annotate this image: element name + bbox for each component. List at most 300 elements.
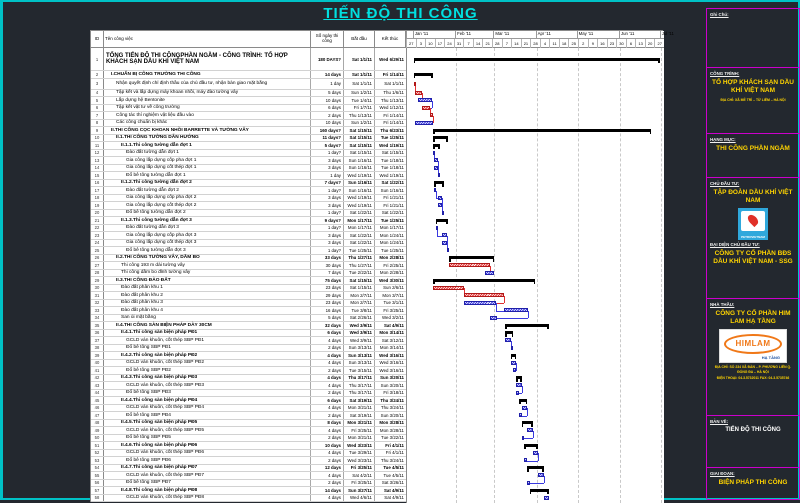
task-finish: Sat 3/26/11 [381, 480, 404, 486]
task-row [91, 202, 406, 210]
task-row [91, 382, 406, 390]
task-start: Mon 1/17/11 [344, 217, 375, 224]
task-row [91, 225, 406, 233]
task-name: Gia công lắp dựng cốt thép đợt 3 [104, 240, 311, 247]
task-duration: 1 day [311, 172, 344, 179]
timeline-week-tick: 6 [626, 39, 636, 48]
task-finish: Sun 2/6/11 [383, 285, 404, 291]
summary-cap [493, 259, 495, 262]
task-duration: 11 days? [311, 135, 344, 142]
gantt-link [538, 453, 539, 461]
task-start: Fri 1/7/11 [344, 105, 375, 112]
sidebar-section-subtext: ĐỊA CHỈ: SỐ 234 XÃ ĐÀN – P. PHƯƠNG LIÊN Q. ĐỐNG ĐA – HÀ NỘI [714, 365, 792, 374]
task-name: Gia công lắp dựng cốp pha đợt 3 [104, 232, 311, 239]
task-row [91, 322, 406, 330]
summary-cap [516, 379, 518, 382]
task-name: GCLD ván khuôn, cốt thép SBP PĐ6 [104, 450, 311, 457]
timeline-week-tick: 21 [482, 39, 492, 48]
task-name: Đổ bê tông tường dẫn đợt 2 [104, 210, 311, 217]
task-name: II.1.THI CÔNG TƯỜNG DẪN HƯỚNG [104, 135, 311, 142]
gantt-bar-task [516, 391, 519, 395]
task-name: Tập kết vật tư về công trường [104, 105, 311, 112]
task-duration: 2 days [311, 435, 344, 442]
task-id: 9 [91, 127, 104, 134]
task-start: Thu 1/13/11 [344, 112, 375, 119]
task-duration: 3 days [311, 202, 344, 209]
timeline-week-tick: 4 [540, 39, 550, 48]
summary-cap [433, 147, 435, 150]
gantt-bar-task [434, 188, 436, 192]
task-name: GCLD ván khuôn, cốt thép SBP PĐ7 [104, 472, 311, 479]
task-start: Tue 1/4/11 [344, 97, 375, 104]
col-header-duration: Số ngày thi công [311, 31, 344, 48]
task-id: 35 [91, 322, 104, 329]
summary-cap [527, 469, 529, 472]
task-start: Wed 3/9/11 [344, 337, 375, 344]
task-duration: 10 days [311, 120, 344, 127]
task-finish: Sun 3/20/11 [380, 412, 404, 418]
task-id: 30 [91, 285, 104, 292]
sidebar-section [707, 9, 799, 68]
task-name: Đổ bê tông SBP PĐ7 [104, 480, 311, 487]
timeline-week-tick: 31 [454, 39, 464, 48]
summary-cap [650, 132, 652, 135]
task-row [91, 240, 406, 248]
task-name: Đào đất phân khu 2 [104, 292, 311, 299]
task-name: Công tác thí nghiệm vật liệu đầu vào [104, 112, 311, 119]
task-row [91, 247, 406, 255]
task-finish: Tue 3/1/11 [383, 300, 404, 306]
gantt-bar-task [433, 151, 435, 155]
task-row [91, 90, 406, 98]
timeline-week-tick: 21 [521, 39, 531, 48]
task-id: 55 [91, 472, 104, 479]
task-row [91, 292, 406, 300]
task-name: Đổ bê tông SBP PĐ2 [104, 367, 311, 374]
task-start: Mon 3/21/11 [344, 405, 375, 412]
task-row [91, 195, 406, 203]
gantt-bar-task [434, 158, 438, 162]
task-start: Sat 1/1/11 [344, 79, 375, 89]
task-start: Thu 3/17/11 [344, 390, 375, 397]
task-table-body [91, 48, 406, 503]
task-start: Thu 1/27/11 [344, 255, 375, 262]
task-finish: Sun 1/16/11 [380, 187, 404, 193]
summary-cap [530, 492, 532, 495]
task-duration: 3 days [311, 195, 344, 202]
task-duration: 29 days [311, 292, 344, 299]
task-id: 25 [91, 247, 104, 254]
timeline-month-label: Jul '11 [660, 31, 664, 39]
col-header-start: Bắt đầu [344, 31, 375, 48]
summary-cap [520, 379, 522, 382]
task-start: Thu 3/17/11 [344, 382, 375, 389]
gantt-bar-task [538, 473, 543, 477]
task-finish: Wed 1/12/11 [379, 105, 404, 111]
timeline-week-tick: 28 [530, 39, 540, 48]
sidebar-section [707, 299, 799, 416]
task-duration: 1 day? [311, 247, 344, 254]
task-row [91, 420, 406, 428]
task-name: GCLD ván khuôn, cốt thép SBP PĐ2 [104, 360, 311, 367]
gantt-bar-summary [530, 489, 549, 492]
task-finish: Sat 1/15/11 [381, 150, 404, 156]
sidebar-section-subtext: ĐỊA CHỈ: XÃ MỄ TRÌ – TỪ LIÊM – HÀ NỘI [720, 98, 786, 103]
task-name: Lắp dựng hệ Bentonite [104, 97, 311, 104]
task-id: 57 [91, 487, 104, 494]
task-duration: 5 days? [311, 142, 344, 149]
task-id: 18 [91, 195, 104, 202]
task-row [91, 405, 406, 413]
summary-cap [531, 424, 533, 427]
task-finish: Mon 1/24/11 [379, 232, 404, 238]
gantt-bar-task [490, 316, 497, 320]
timeline-week-tick: 18 [559, 39, 569, 48]
task-finish: Fri 3/18/11 [383, 390, 404, 396]
summary-cap [438, 147, 440, 150]
timeline-week-tick: 17 [435, 39, 445, 48]
task-id: 6 [91, 105, 104, 112]
task-duration: 1 day [311, 79, 344, 89]
task-duration: 10 days [311, 97, 344, 104]
task-start: Sat 1/15/11 [344, 142, 375, 149]
gantt-bar-task [513, 368, 516, 372]
task-duration: 7 days [311, 270, 344, 277]
page-title: TIẾN ĐỘ THI CÔNG [323, 5, 478, 22]
task-row [91, 465, 406, 473]
task-row [91, 300, 406, 308]
task-start: Tue 3/15/11 [344, 367, 375, 374]
task-duration: 4 days [311, 405, 344, 412]
timeline-week-tick: 7 [463, 39, 473, 48]
task-duration: 6 days [311, 105, 344, 112]
task-finish: Tue 3/22/11 [381, 435, 404, 441]
gantt-bar-task [436, 226, 438, 230]
task-id: 14 [91, 165, 104, 172]
month-gridline [661, 48, 662, 503]
gantt-bar-task [442, 241, 446, 245]
timeline-week-tick: 11 [549, 39, 559, 48]
task-duration: 3 days [311, 232, 344, 239]
task-finish: Tue 1/25/11 [381, 247, 404, 253]
task-name: Đào đất tường dẫn đợt 3 [104, 225, 311, 232]
task-start: Sun 3/13/11 [344, 360, 375, 367]
sidebar-section-text: CÔNG TY CỔ PHẦN HIM LAM HẠ TẦNG [715, 310, 791, 326]
task-id: 10 [91, 135, 104, 142]
gantt-area [406, 48, 664, 503]
task-finish: Sat 4/9/11 [384, 495, 404, 501]
timeline-week-tick: 14 [473, 39, 483, 48]
task-name: II.4.5.Thi công sàn biện pháp PĐ5 [104, 420, 311, 427]
task-row [91, 307, 406, 315]
task-row [91, 472, 406, 480]
task-name: Đào đất phân khu 1 [104, 285, 311, 292]
task-start: Sat 3/19/11 [344, 397, 375, 404]
sidebar-section-label: BẢN VẼ: [710, 419, 729, 424]
task-id: 12 [91, 150, 104, 157]
task-name: TỔNG TIẾN ĐỘ THI CÔNGPHẦN NGẦM - CÔNG TRÌNH: TỔ HỢP KHÁCH SẠN DẦU KHÍ VIỆT NAM [104, 48, 311, 70]
task-start: Fri 3/25/11 [344, 427, 375, 434]
task-finish: Thu 1/13/11 [380, 97, 404, 103]
task-row [91, 480, 406, 488]
summary-cap [505, 327, 507, 330]
timeline-week-tick: 23 [607, 39, 617, 48]
gantt-bar-task [527, 428, 532, 432]
task-name: II.4.4.Thi công sàn biện pháp PĐ4 [104, 397, 311, 404]
task-duration: 1 day? [311, 150, 344, 157]
task-row [91, 187, 406, 195]
task-name: II.4.2.Thi công sàn biện pháp PĐ2 [104, 352, 311, 359]
timeline-header [406, 31, 674, 48]
gantt-bar-task [464, 301, 495, 305]
task-start: Sun 1/2/11 [344, 120, 375, 127]
task-start: Wed 3/23/11 [344, 457, 375, 464]
timeline-week-tick: 7 [502, 39, 512, 48]
summary-cap [542, 469, 544, 472]
task-start: Sun 1/16/11 [344, 165, 375, 172]
task-finish: Fri 1/21/11 [383, 202, 404, 208]
task-id: 37 [91, 337, 104, 344]
task-finish: Tue 1/18/11 [381, 157, 404, 163]
task-name: Đào đất phân khu 4 [104, 307, 311, 314]
sidebar-section-label: HẠNG MỤC: [710, 137, 736, 142]
task-id: 19 [91, 202, 104, 209]
task-start: Sat 1/22/11 [344, 240, 375, 247]
sidebar-section-label: CÔNG TRÌNH: [710, 71, 740, 76]
task-duration: 1 day? [311, 225, 344, 232]
task-start: Sat 1/22/11 [344, 210, 375, 217]
task-start: Sun 1/16/11 [344, 157, 375, 164]
task-start: Mon 3/21/11 [344, 420, 375, 427]
task-row [91, 427, 406, 435]
task-row [91, 345, 406, 353]
task-start: Sat 1/15/11 [344, 150, 375, 157]
task-row [91, 120, 406, 128]
task-duration: 30 days [311, 262, 344, 269]
task-id: 17 [91, 187, 104, 194]
gantt-bar-critical [449, 263, 490, 267]
task-name: Đổ bê tông SBP PĐ1 [104, 345, 311, 352]
gantt-link [528, 311, 529, 319]
summary-cap [519, 402, 521, 405]
gantt-bar-task [519, 413, 522, 417]
sidebar-section [707, 416, 799, 468]
task-id: 56 [91, 480, 104, 487]
timeline-week-tick: 28 [492, 39, 502, 48]
task-name: Đổ bê tông SBP PĐ3 [104, 390, 311, 397]
task-name: Gia công lắp dựng cốt thép đợt 2 [104, 202, 311, 209]
gantt-link [433, 116, 434, 124]
task-start: Wed 1/19/11 [344, 195, 375, 202]
task-name: Đào đất phân khu 3 [104, 300, 311, 307]
task-id: 7 [91, 112, 104, 119]
gantt-bar-task [516, 383, 521, 387]
task-name: II.4.1.Thi công sàn biện pháp PĐ1 [104, 330, 311, 337]
task-finish: Mon 3/7/11 [382, 292, 404, 298]
task-duration: 33 days [311, 255, 344, 262]
task-name: Nhận quyết định chỉ định thầu của chủ đầu tư, nhận bàn giao mặt bằng [104, 79, 311, 89]
task-duration: 16 days [311, 307, 344, 314]
task-id: 31 [91, 292, 104, 299]
task-start: Thu 1/27/11 [344, 262, 375, 269]
task-name: GCLD ván khuôn, cốt thép SBP PĐ8 [104, 495, 311, 502]
task-row [91, 360, 406, 368]
task-finish: Fri 1/21/11 [383, 195, 404, 201]
timeline-week-tick: 27 [406, 39, 416, 48]
task-id: 21 [91, 217, 104, 224]
task-duration: 75 days [311, 277, 344, 284]
task-duration: 160 days? [311, 127, 344, 134]
task-id: 26 [91, 255, 104, 262]
task-finish: Wed 3/16/11 [379, 360, 404, 366]
task-start: Mon 3/21/11 [344, 435, 375, 442]
task-id: 1 [91, 48, 104, 70]
timeline-month-label: May '11 [577, 31, 619, 39]
task-finish: Wed 3/2/11 [381, 315, 404, 321]
task-row [91, 337, 406, 345]
task-duration: 10 days [311, 442, 344, 449]
timeline-week-tick: 10 [425, 39, 435, 48]
task-duration: 2 days [311, 457, 344, 464]
gantt-bar-task [438, 196, 442, 200]
task-finish: Mon 2/28/11 [379, 255, 404, 261]
task-duration: 2 days [311, 345, 344, 352]
title-block-sidebar [706, 8, 800, 499]
task-id: 46 [91, 405, 104, 412]
summary-cap [446, 222, 448, 225]
task-name: Đào đất tường dẫn đợt 1 [104, 150, 311, 157]
task-duration: 2 days [311, 412, 344, 419]
petrovietnam-logo [738, 208, 768, 240]
task-start: Sat 2/26/11 [344, 315, 375, 322]
task-row [91, 262, 406, 270]
task-id: 22 [91, 225, 104, 232]
task-duration: 23 days [311, 300, 344, 307]
task-name: II.4.THI CÔNG SÀN BIỆN PHÁP DÀY 30CM [104, 322, 311, 329]
logo-text: HIMLAM [735, 339, 771, 349]
task-id: 20 [91, 210, 104, 217]
task-row [91, 330, 406, 338]
summary-cap [414, 76, 416, 79]
task-start: Fri 3/25/11 [344, 465, 375, 472]
task-duration: 6 days [311, 397, 344, 404]
gantt-bar-critical [415, 91, 422, 95]
task-finish: Fri 1/14/11 [383, 120, 404, 126]
task-row [91, 150, 406, 158]
sidebar-section-text: TIẾN ĐỘ THI CÔNG [725, 427, 781, 433]
task-row [91, 255, 406, 263]
gantt-bar-task [415, 121, 433, 125]
task-row [91, 397, 406, 405]
month-gridline [620, 48, 621, 503]
task-row [91, 127, 406, 135]
task-duration: 2 days [311, 367, 344, 374]
task-duration: 4 days [311, 495, 344, 502]
task-finish: Wed 1/19/11 [379, 172, 404, 178]
task-start: Mon 1/17/11 [344, 225, 375, 232]
task-finish: Mon 3/14/11 [379, 330, 404, 336]
task-row [91, 450, 406, 458]
task-name: II.4.7.Thi công sàn biện pháp PĐ7 [104, 465, 311, 472]
gantt-link [527, 408, 528, 416]
timeline-week-tick: 20 [645, 39, 655, 48]
task-finish: Fri 2/25/11 [383, 262, 404, 268]
gantt-bar-summary [433, 129, 651, 132]
gantt-bar-summary [505, 324, 549, 327]
gantt-bar-task [438, 203, 442, 207]
task-id: 3 [91, 79, 104, 89]
task-row [91, 375, 406, 383]
sidebar-section-label: CHỦ ĐẦU TƯ: [710, 181, 740, 186]
task-duration: 3 days [311, 165, 344, 172]
task-id: 13 [91, 157, 104, 164]
task-finish: Wed 3/16/11 [379, 367, 404, 373]
task-finish: Sat 1/22/11 [381, 210, 404, 216]
task-id: 58 [91, 495, 104, 502]
task-id: 5 [91, 97, 104, 104]
task-duration: 32 days [311, 322, 344, 329]
summary-cap [547, 327, 549, 330]
gantt-bar-task [511, 346, 514, 350]
task-name: Gia công lắp dựng cốp pha đợt 1 [104, 157, 311, 164]
task-finish: Thu 3/24/11 [380, 405, 404, 411]
gantt-bar-task [527, 481, 530, 485]
task-start: Thu 3/17/11 [344, 375, 375, 382]
gantt-bar-task [442, 233, 446, 237]
task-name: II.4.3.Thi công sàn biện pháp PĐ3 [104, 375, 311, 382]
task-row [91, 315, 406, 323]
task-name: Đào đất tường dẫn đợt 2 [104, 187, 311, 194]
gantt-link [544, 476, 545, 484]
task-start: Sun 3/27/11 [344, 487, 375, 494]
task-duration: 14 days [311, 487, 344, 494]
task-row [91, 435, 406, 443]
gantt-link [496, 303, 497, 311]
task-row [91, 165, 406, 173]
task-name: GCLD ván khuôn, cốt thép SBP PĐ3 [104, 382, 311, 389]
month-gridline [537, 48, 538, 503]
task-duration: 12 days [311, 465, 344, 472]
col-header-finish: Kết thúc [375, 31, 406, 48]
task-row [91, 157, 406, 165]
task-finish: Fri 4/1/11 [385, 442, 404, 448]
task-name: Đổ bê tông SBP PĐ4 [104, 412, 311, 419]
task-duration: 3 days [311, 157, 344, 164]
summary-cap [431, 76, 433, 79]
task-row [91, 232, 406, 240]
task-duration: 4 days [311, 382, 344, 389]
month-gridline [456, 48, 457, 503]
task-finish: Sat 3/12/11 [381, 337, 404, 343]
summary-cap [414, 60, 416, 63]
task-id: 53 [91, 457, 104, 464]
task-id: 40 [91, 360, 104, 367]
task-name: II.THI CÔNG CỌC KHOAN NHỒI BARRETTE VÀ TƯỜNG VÂY [104, 127, 311, 134]
task-id: 27 [91, 262, 104, 269]
task-id: 45 [91, 397, 104, 404]
gantt-bar-summary [433, 279, 535, 282]
task-duration: 4 days [311, 352, 344, 359]
gantt-bar-task [505, 338, 510, 342]
summary-cap [511, 357, 513, 360]
sidebar-section-label: GIAI ĐOẠN: [710, 471, 735, 476]
timeline-week-tick: 14 [511, 39, 521, 48]
task-start: Sat 1/22/11 [344, 232, 375, 239]
task-id: 54 [91, 465, 104, 472]
gantt-bar-summary [449, 256, 494, 259]
summary-cap [433, 132, 435, 135]
task-row [91, 270, 406, 278]
